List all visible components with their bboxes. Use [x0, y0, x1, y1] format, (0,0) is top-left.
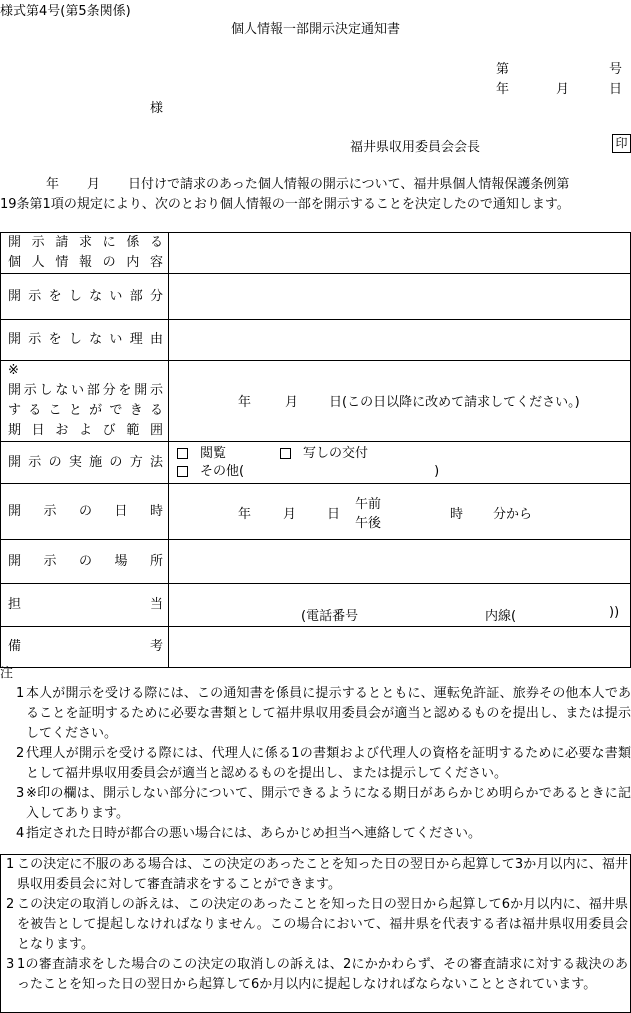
datetime-year: 年	[238, 506, 252, 522]
disclosure-table	[0, 232, 631, 668]
checkbox-icon[interactable]	[177, 448, 188, 459]
option-inspection-label: 閲覧	[200, 445, 227, 461]
withheld-reason-label	[1, 320, 169, 361]
future-label-line2: することができる	[8, 403, 163, 418]
checkbox-icon[interactable]	[280, 448, 291, 459]
option-copy-label: 写しの交付	[303, 445, 369, 461]
datetime-day: 日	[327, 506, 341, 522]
contact-value[interactable]	[169, 584, 631, 627]
intro-year: 年	[46, 177, 60, 192]
future-disclosure-label	[1, 361, 169, 442]
note-text: 指定された日時が都合の悪い場合には、あらかじめ担当へ連絡してください。	[26, 826, 482, 841]
contact-text: 担当	[8, 597, 163, 612]
number-prefix: 第	[496, 62, 510, 77]
content-value[interactable]	[169, 233, 631, 274]
table-row	[1, 233, 631, 274]
note-number: 3	[16, 786, 25, 801]
document-title: 個人情報一部開示決定通知書	[230, 22, 400, 37]
appeal-item	[1, 895, 630, 955]
intro-month: 月	[87, 177, 101, 192]
withheld-part-value[interactable]	[169, 274, 631, 320]
intro-text-1: 日付けで請求のあった個人情報の開示について、福井県個人情報保護条例第	[128, 177, 570, 192]
content-label-line1: 開示請求に係る	[8, 235, 163, 250]
datetime-line	[169, 492, 630, 532]
appeal-text: この決定の取消しの訴えは、この決定のあったことを知った日の翌日から起算して6か月以内に、福井県を被告として提起しなければなりません。この場合において、福井県を代表する者は福井県収用委員会となります。	[17, 897, 628, 952]
remarks-value[interactable]	[169, 627, 631, 668]
intro-paragraph	[0, 175, 631, 215]
issue-year: 年	[496, 82, 510, 97]
asterisk-mark: ※	[8, 363, 19, 378]
note-text: 本人が開示を受ける際には、この通知書を係員に提示するとともに、運転免許証、旅券その他本人であることを証明するために必要な書類として福井県収用委員会が適当と認めるものを提出し、または提示してください。	[26, 686, 631, 741]
note-item	[0, 824, 631, 844]
future-year: 年	[238, 395, 252, 410]
withheld-part-label	[1, 274, 169, 320]
contact-line	[169, 585, 630, 625]
table-row	[1, 442, 631, 484]
datetime-am: 午前	[355, 496, 382, 512]
document-number-line	[496, 58, 626, 77]
table-row	[1, 627, 631, 668]
future-disclosure-value[interactable]	[169, 361, 631, 442]
seal-mark: 印	[612, 134, 631, 153]
withheld-reason-text: 開示をしない理由	[8, 332, 163, 347]
issue-month: 月	[556, 82, 570, 97]
appeal-item	[1, 855, 630, 895]
datetime-from: 分から	[493, 506, 533, 522]
option-other-close: )	[434, 463, 440, 479]
notes-section	[0, 664, 631, 844]
option-other[interactable]	[177, 463, 244, 481]
datetime-value[interactable]	[169, 484, 631, 540]
note-number: 1	[16, 686, 25, 701]
appeal-notice-box	[0, 854, 631, 1013]
remarks-label	[1, 627, 169, 668]
table-row	[1, 361, 631, 442]
appeal-text: この決定に不服のある場合は、この決定のあったことを知った日の翌日から起算して3か月以内に、福井県収用委員会に対して審査請求をすることができます。	[17, 857, 628, 892]
datetime-month: 月	[283, 506, 297, 522]
appeal-number: 2	[6, 897, 15, 912]
place-text: 開示の場所	[8, 553, 163, 569]
table-row	[1, 274, 631, 320]
intro-text-2: 19条第1項の規定により、次のとおり個人情報の一部を開示することを決定したので通知します。	[0, 197, 570, 212]
datetime-label	[1, 484, 169, 540]
issue-date-line	[496, 78, 626, 97]
checkbox-icon[interactable]	[177, 466, 188, 477]
notes-heading: 注	[0, 666, 14, 681]
option-copy[interactable]	[280, 445, 368, 463]
contact-label	[1, 584, 169, 627]
datetime-pm: 午後	[355, 515, 382, 531]
form-number: 様式第4号(第5条関係)	[0, 4, 131, 19]
table-row	[1, 484, 631, 540]
future-label-line1: 開示しない部分を開示	[8, 383, 163, 398]
place-value[interactable]	[169, 540, 631, 584]
datetime-text: 開示の日時	[8, 503, 163, 519]
note-text: ※印の欄は、開示しない部分について、開示できるようになる期日があらかじめ明らかであるときに記入してあります。	[26, 786, 631, 821]
note-item	[0, 684, 631, 744]
method-value	[169, 442, 631, 484]
note-item	[0, 784, 631, 824]
content-label	[1, 233, 169, 274]
note-item	[0, 744, 631, 784]
appeal-text: 1の審査請求をした場合のこの決定の取消しの訴えは、2にかかわらず、その審査請求に対する裁決のあったことを知った日の翌日から起算して6か月以内に提起しなければならないこととされています。	[17, 957, 628, 992]
option-inspection[interactable]	[177, 445, 226, 463]
remarks-text: 備考	[8, 639, 163, 654]
future-date-line	[169, 391, 630, 411]
datetime-hour: 時	[450, 506, 464, 522]
addressee-suffix: 様	[150, 101, 164, 116]
future-label-line3: 期日および範囲	[8, 423, 163, 438]
appeal-item	[1, 955, 630, 995]
withheld-part-text: 開示をしない部分	[8, 288, 163, 304]
table-row	[1, 320, 631, 361]
appeal-number: 3	[6, 957, 15, 972]
method-label	[1, 442, 169, 484]
issuer-name: 福井県収用委員会会長	[350, 140, 481, 155]
note-number: 4	[16, 826, 25, 841]
note-number: 2	[16, 746, 25, 761]
extension-label: 内線(	[485, 609, 517, 624]
extension-close: ))	[609, 605, 620, 620]
withheld-reason-value[interactable]	[169, 320, 631, 361]
method-text: 開示の実施の方法	[8, 454, 163, 470]
table-row	[1, 540, 631, 584]
future-month: 月	[285, 395, 299, 410]
option-other-label: その他(	[200, 463, 245, 479]
note-text: 代理人が開示を受ける際には、代理人に係る1の書類および代理人の資格を証明するために必要な書類として福井県収用委員会が適当と認めるものを提出し、または提示してください。	[26, 746, 631, 781]
future-day-note: 日(この日以降に改めて請求してください。)	[329, 395, 580, 410]
appeal-number: 1	[6, 857, 15, 872]
place-label	[1, 540, 169, 584]
table-row	[1, 584, 631, 627]
content-label-line2: 個人情報の内容	[8, 255, 163, 270]
issue-day: 日	[608, 82, 622, 97]
phone-label: (電話番号	[301, 609, 359, 624]
number-suffix: 号	[608, 62, 622, 77]
